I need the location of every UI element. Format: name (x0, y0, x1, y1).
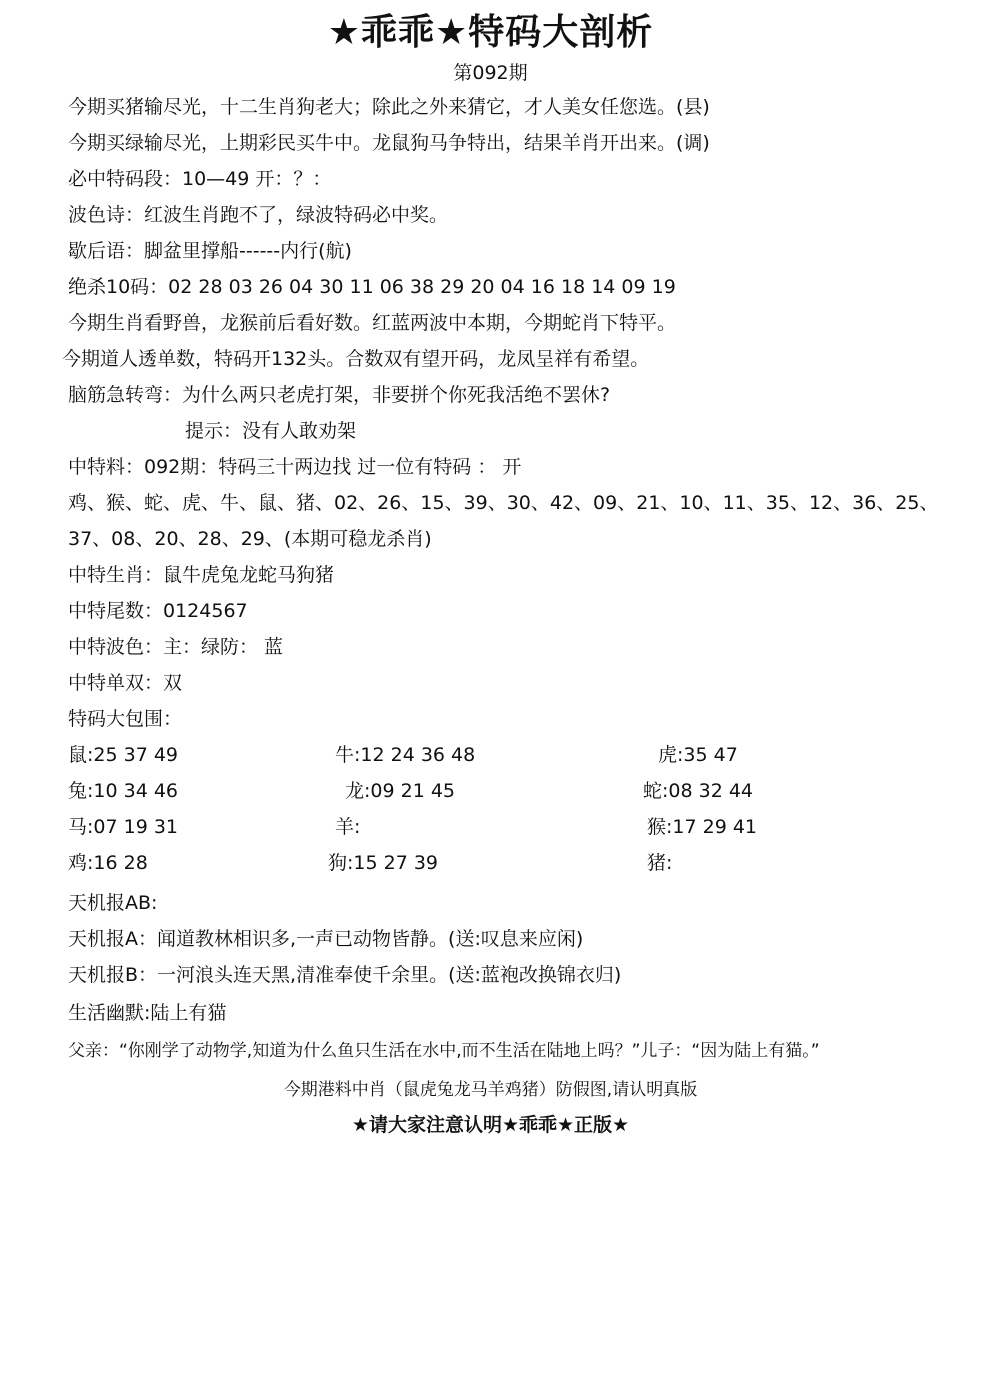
grid-dog: 狗:15 27 39 (328, 852, 439, 874)
riddle-hint-line: 提示：没有人敢劝架 (185, 420, 357, 442)
grid-pig: 猪: (647, 852, 673, 874)
odd-even-line: 中特单双：双 (68, 672, 183, 694)
issue-number: 第092期 (453, 62, 528, 84)
humor-title: 生活幽默:陆上有猫 (68, 1002, 227, 1024)
grid-rooster: 鸡:16 28 (68, 852, 148, 874)
grid-goat: 羊: (335, 816, 361, 838)
oracle-a-line: 天机报A：闻道教林相识多,一声已动物皆静。(送:叹息来应闲) (68, 928, 584, 950)
grid-dragon: 龙:09 21 45 (345, 780, 456, 802)
numbers-line-1: 鸡、猴、蛇、虎、牛、鼠、猪、02、26、15、39、30、42、09、21、10、11、35、12、36、25、 (68, 492, 939, 514)
grid-horse: 马:07 19 31 (68, 816, 179, 838)
riddle-line: 脑筋急转弯：为什么两只老虎打架，非要拼个你死我活绝不罢休? (68, 384, 611, 406)
anti-fake-notice: 今期港料中肖（鼠虎兔龙马羊鸡猪）防假图,请认明真版 (283, 1080, 698, 1100)
proverb-line: 歇后语：脚盆里撑船------内行(航) (68, 240, 352, 262)
zodiac-hint-line: 今期生肖看野兽，龙猴前后看好数。红蓝两波中本期，今期蛇肖下特平。 (68, 312, 677, 334)
wave-color-line: 中特波色：主：绿防： 蓝 (68, 636, 284, 658)
page-title: ★乖乖★特码大剖析 (327, 12, 654, 53)
humor-dialog: 父亲：“你刚学了动物学,知道为什么鱼只生活在水中,而不生活在陆地上吗？”儿子：“因为陆上有猫。” (68, 1041, 820, 1061)
grid-snake: 蛇:08 32 44 (643, 780, 754, 802)
grid-tiger: 虎:35 47 (658, 744, 738, 766)
tail-digits-line: 中特尾数：0124567 (68, 600, 248, 622)
taoist-hint-line: 今期道人透单数，特码开132头。合数双有望开码，龙凤呈祥有希望。 (62, 348, 650, 370)
grid-ox: 牛:12 24 36 48 (335, 744, 476, 766)
special-range-line: 必中特码段：10—49 开：？： (68, 168, 332, 190)
numbers-line-2: 37、08、20、28、29、(本期可稳龙杀肖) (68, 528, 432, 550)
color-poem-line: 波色诗：红波生肖跑不了，绿波特码必中奖。 (68, 204, 449, 226)
verse-line-2: 今期买绿输尽光，上期彩民买牛中。龙鼠狗马争特出，结果羊肖开出来。(调) (68, 132, 710, 154)
oracle-b-line: 天机报B：一河浪头连天黑,清准奉使千余里。(送:蓝袍改换锦衣归) (68, 964, 622, 986)
grid-monkey: 猴:17 29 41 (647, 816, 758, 838)
special-zodiac-line: 中特生肖：鼠牛虎兔龙蛇马狗猪 (68, 564, 335, 586)
grid-rat: 鼠:25 37 49 (68, 744, 179, 766)
authentic-edition-notice: ★请大家注意认明★乖乖★正版★ (351, 1114, 630, 1136)
grid-rabbit: 兔:10 34 46 (68, 780, 179, 802)
encircle-heading: 特码大包围： (68, 708, 183, 730)
verse-line-1: 今期买猪输尽光，十二生肖狗老大；除此之外来猜它，才人美女任您选。(县) (68, 96, 710, 118)
special-material-line: 中特料：092期：特码三十两边找 过一位有特码 ： 开 (68, 456, 522, 478)
kill-ten-codes-line: 绝杀10码：02 28 03 26 04 30 11 06 38 29 20 04 16 18 14 09 19 (68, 276, 676, 298)
oracle-ab-heading: 天机报AB: (68, 892, 158, 914)
